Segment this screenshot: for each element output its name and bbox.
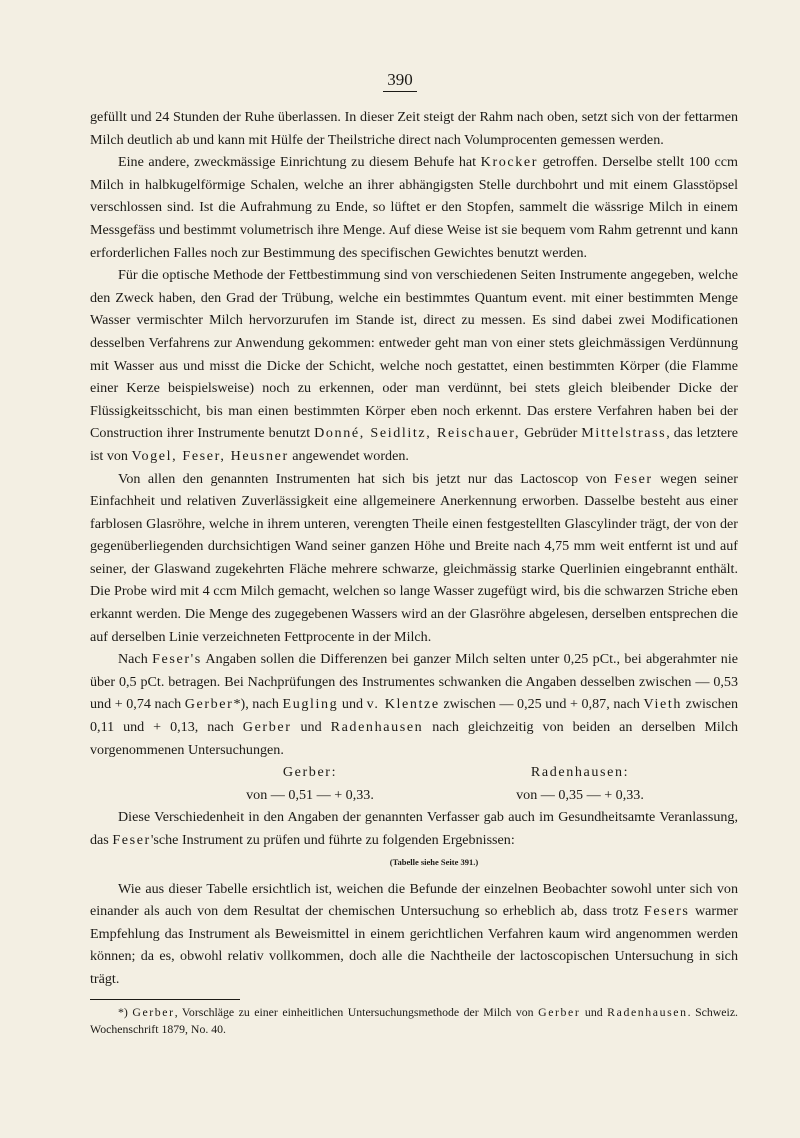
- footnote-divider: [90, 999, 240, 1000]
- paragraph-5: Nach Feser's Angaben sollen die Differenzen bei ganzer Milch selten unter 0,25 pCt., bei abgerahmter nie über 0,5 pCt. betragen. Bei Nachprüfungen des Instrumentes schwanken die Angaben desselben zwischen — 0,53 und + 0,74 nach Gerber*), nach Eugling und v. Klentze zwischen — 0,25 und + 0,87, nach Vieth zwischen 0,11 und + 0,13, nach Gerber und Radenhausen nach gleichzeitig von beiden an derselben Milch vorgenommenen Untersuchungen.: [90, 651, 739, 758]
- radenhausen-column: Radenhausen: von — 0,35 — + 0,33.: [516, 764, 644, 803]
- paragraph-4: Von allen den genannten Instrumenten hat sich bis jetzt nur das Lactoscop von Feser wegen seiner Einfachheit und relativen Zuverlässigkeit eine allgemeinere Anerkennung erworben. Dasselbe besteht aus einer farblosen Glasröhre, welche in ihrem unteren, verengten Theile einen festgestellten Glascylinder trägt, der von der gegenüberliegenden durchsichtigen Wand seiner ganzen Höhe und Breite nach 4,75 mm weit entfernt ist und auf seiner, der Glaswand zugekehrten Fläche mehrere schwarze, gleichmässig starke Querlinien eingebrannt enthält. Die Probe wird mit 4 ccm Milch gemacht, welchen so lange Wasser zugefügt wird, bis die schwarzen Striche eben erkannt werden. Die Menge des zugegebenen Wassers wird an der Glasröhre abgelesen, derselben entsprechen die auf derselben Linie verzeichneten Fettprocente in der Milch.: [90, 470, 738, 645]
- page-number: 390: [0, 70, 800, 92]
- author-name: Krocker: [480, 154, 539, 171]
- paragraph-3: Für die optische Methode der Fettbestimmung sind von verschiedenen Seiten Instrumente angegeben, welche den Zweck haben, den Grad der Trübung, welche ein bestimmtes Quantum event. mit einer bestimmten Menge Wasser vermischter Milch hervorzurufen im Stande ist, direct zu messen. Es sind dabei zwei Modificationen desselben Verfahrens zur Anwendung gekommen: entweder geht man von einer stets gleichmässigen Verdünnung mit Wasser aus und misst die Dicke der Schicht, welche noch gestattet, einen bestimmten Körper (die Flamme einer Kerze beispielsweise) noch zu erkennen, oder man verdünnt, bei stets gleich bleibender Dicke der Flüssigkeitsschicht, bis man einen bestimmten Körper eben noch erkennt. Das erstere Verfahren haben bei der Construction ihrer Instrumente benutzt Donné, Seidlitz, Reischauer, Gebrüder Mittelstrass, das letztere ist von Vogel, Feser, Heusner angewendet worden.: [90, 267, 738, 464]
- paragraph-2: Eine andere, zweckmässige Einrichtung zu diesem Behufe hat Krocker getroffen. Derselbe stellt 100 ccm Milch in halbkugelförmige Schalen, welche an ihrer abhängigsten Stelle durchbohrt und mit einem Glasstöpsel verschlossen sind. Ist die Aufrahmung zu Ende, so lüftet er den Stopfen, sammelt die wässrige Milch in einem Messgefäss und bestimmt volumetrisch ihre Menge. Auf diese Weise ist sie bequem vom Rahm getrennt und kann erforderlichen Falles noch zur Bestimmung des specifischen Gewichtes benutzt werden.: [90, 154, 738, 261]
- comparison-values: [210, 761, 680, 806]
- document-body: [90, 106, 738, 1038]
- footnote: *) Gerber, Vorschläge zu einer einheitlichen Untersuchungsmethode der Milch von Gerber und Radenhausen. Schweiz. Wochenschrift 1879, No. 40.: [90, 1004, 739, 1036]
- gerber-column: Gerber: von — 0,51 — + 0,33.: [246, 764, 374, 803]
- paragraph-1: gefüllt und 24 Stunden der Ruhe überlassen. In dieser Zeit steigt der Rahm nach oben, setzt sich von der fettarmen Milch deutlich ab und kann mit Hülfe der Theilstriche direct nach Volumprocenten gemessen werden.: [90, 109, 738, 148]
- paragraph-7: Wie aus dieser Tabelle ersichtlich ist, weichen die Befunde der einzelnen Beobachter sowohl unter sich von einander als auch von dem Resultat der chemischen Untersuchung so erheblich ab, dass trotz Fesers warmer Empfehlung das Instrument als Beweismittel in einem gerichtlichen Verfahren kaum wird angenommen werden können; da es, obwohl relativ vollkommen, doch alle die Nachtheile der lactoscopischen Untersuchung in sich trägt.: [90, 880, 738, 987]
- table-reference-note: (Tabelle siehe Seite 391.): [389, 856, 479, 867]
- paragraph-6: Diese Verschiedenheit in den Angaben der genannten Verfasser gab auch im Gesundheitsamte Veranlassung, das Feser'sche Instrument zu prüfen und führte zu folgenden Ergebnissen:: [90, 809, 738, 848]
